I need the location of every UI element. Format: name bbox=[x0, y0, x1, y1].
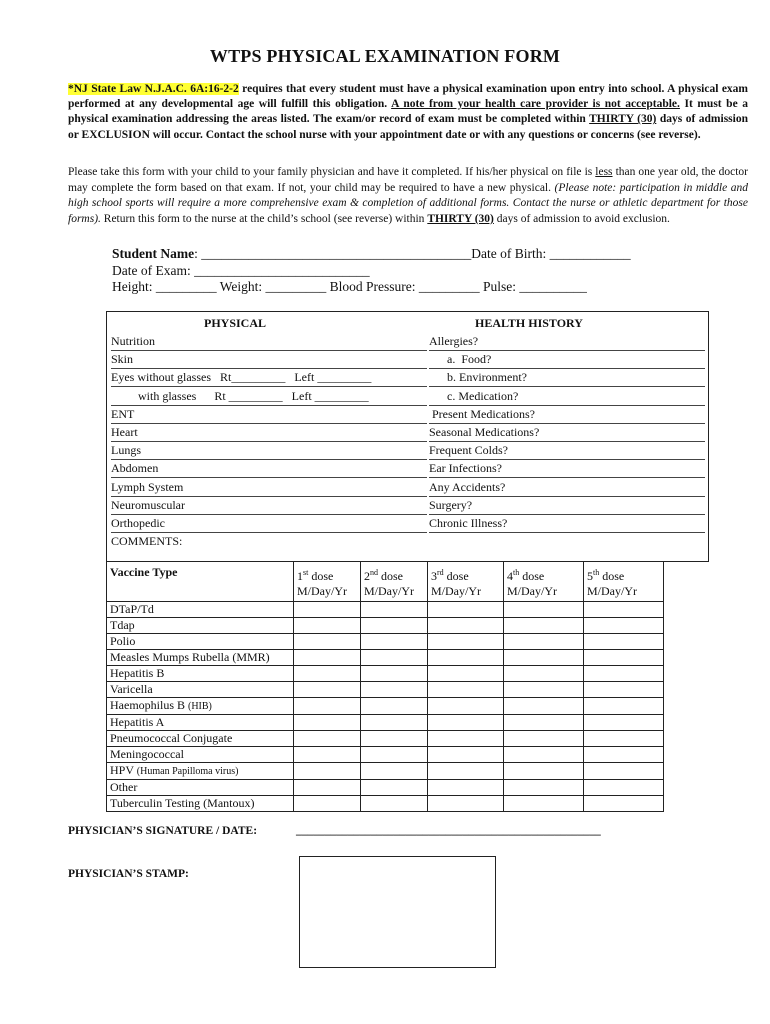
vaccine-name-text: Other bbox=[110, 780, 138, 794]
vaccine-row bbox=[107, 698, 664, 715]
student-info bbox=[112, 246, 631, 296]
vaccine-type-header: Vaccine Type bbox=[107, 562, 294, 602]
vaccine-name bbox=[107, 731, 294, 747]
dose-header-text: 5 bbox=[587, 569, 593, 583]
signature-line[interactable]: _____________________________________________________ bbox=[296, 825, 601, 837]
dose-header-text: M/Day/Yr bbox=[297, 584, 347, 598]
vaccine-name-text: DTaP/Td bbox=[110, 602, 154, 616]
history-item[interactable]: Ear Infections? bbox=[429, 460, 705, 478]
dose-header-text: rd bbox=[437, 568, 444, 577]
thirty-days: THIRTY (30) bbox=[427, 212, 494, 225]
dose-date-cell[interactable] bbox=[294, 763, 361, 780]
vaccine-name-text: Tdap bbox=[110, 618, 135, 632]
vaccine-name-text: Haemophilus B bbox=[110, 698, 188, 712]
vaccine-name bbox=[107, 747, 294, 763]
history-item[interactable]: Chronic Illness? bbox=[429, 515, 705, 533]
dose-header-text: M/Day/Yr bbox=[507, 584, 557, 598]
signature-label: PHYSICIAN’S SIGNATURE / DATE: bbox=[68, 825, 258, 837]
vaccine-name bbox=[107, 618, 294, 634]
instructions-text: Return this form to the nurse at the child’s school (see reverse) within bbox=[100, 212, 428, 225]
dose-header-text: 3 bbox=[431, 569, 437, 583]
dose-date-cell[interactable] bbox=[428, 618, 504, 634]
dose-date-cell[interactable] bbox=[294, 780, 361, 796]
dose-date-cell[interactable] bbox=[428, 780, 504, 796]
vaccine-name-note: (Human Papilloma virus) bbox=[136, 766, 239, 777]
notice-text: It must be a physical examination addressing the areas listed. The exam/or record of exam must be completed within bbox=[68, 98, 748, 126]
dose-date-cell[interactable] bbox=[584, 763, 664, 780]
dose-date-cell[interactable] bbox=[504, 650, 584, 666]
dose-date-cell[interactable] bbox=[584, 650, 664, 666]
exam-date-field[interactable]: Date of Exam: __________________________ bbox=[112, 262, 370, 278]
dose-date-cell[interactable] bbox=[294, 731, 361, 747]
dose-date-cell[interactable] bbox=[504, 715, 584, 731]
physical-item[interactable]: Lymph System bbox=[111, 479, 427, 497]
dose-header bbox=[361, 562, 428, 602]
vaccine-name-text: Hepatitis A bbox=[110, 715, 165, 729]
physical-header: PHYSICAL bbox=[204, 316, 267, 330]
thirty-days: THIRTY (30) bbox=[589, 113, 657, 126]
vaccine-row bbox=[107, 747, 664, 763]
vaccine-row bbox=[107, 780, 664, 796]
dose-date-cell[interactable] bbox=[294, 715, 361, 731]
page-title: WTPS PHYSICAL EXAMINATION FORM bbox=[209, 46, 561, 66]
vaccine-row bbox=[107, 796, 664, 812]
dose-date-cell[interactable] bbox=[361, 618, 428, 634]
vaccine-row bbox=[107, 715, 664, 731]
dose-date-cell[interactable] bbox=[428, 682, 504, 698]
dose-date-cell[interactable] bbox=[294, 602, 361, 618]
dose-date-cell[interactable] bbox=[428, 650, 504, 666]
stamp-box[interactable] bbox=[299, 856, 496, 968]
dose-header-text: M/Day/Yr bbox=[431, 584, 481, 598]
dose-header bbox=[504, 562, 584, 602]
vaccine-name-text: Meningococcal bbox=[110, 747, 184, 761]
vaccine-name-text: HPV bbox=[110, 763, 137, 777]
instructions-text: days of admission to avoid exclusion. bbox=[493, 212, 670, 225]
dose-date-cell[interactable] bbox=[504, 618, 584, 634]
vaccine-name bbox=[107, 666, 294, 682]
vaccine-name-text: Polio bbox=[110, 634, 136, 648]
dose-date-cell[interactable] bbox=[361, 796, 428, 812]
exam-table bbox=[106, 311, 709, 562]
history-item[interactable]: Frequent Colds? bbox=[429, 442, 705, 460]
physical-item[interactable]: Eyes without glasses Rt_________ Left _________ bbox=[111, 369, 427, 387]
vaccine-row bbox=[107, 618, 664, 634]
vaccine-name bbox=[107, 634, 294, 650]
vaccine-name bbox=[107, 682, 294, 698]
vaccine-row bbox=[107, 666, 664, 682]
dose-header-text: th bbox=[513, 568, 520, 577]
note-not-acceptable: A note from your health care provider is not acceptable. bbox=[391, 98, 680, 111]
dose-date-cell[interactable] bbox=[361, 715, 428, 731]
dose-date-cell[interactable] bbox=[504, 747, 584, 763]
physical-item[interactable]: ENT bbox=[111, 406, 427, 424]
dose-header-text: dose bbox=[599, 569, 625, 583]
history-item[interactable]: c. Medication? bbox=[429, 388, 705, 406]
vaccine-name bbox=[107, 763, 294, 780]
notice-text: requires that every student must have a physical examination upon entry into school. A physical exam performed at any developmental age will fulfill this obligation. bbox=[68, 83, 749, 111]
vaccine-row bbox=[107, 602, 664, 618]
dose-date-cell[interactable] bbox=[584, 602, 664, 618]
vaccine-row bbox=[107, 731, 664, 747]
dose-date-cell[interactable] bbox=[504, 682, 584, 698]
instructions bbox=[68, 165, 748, 227]
dose-date-cell[interactable] bbox=[584, 747, 664, 763]
dose-header bbox=[428, 562, 504, 602]
less-word: less bbox=[595, 166, 613, 178]
dose-date-cell[interactable] bbox=[294, 618, 361, 634]
history-item[interactable]: b. Environment? bbox=[429, 369, 705, 387]
history-item[interactable]: a. Food? bbox=[429, 351, 705, 369]
dose-date-cell[interactable] bbox=[361, 698, 428, 715]
physical-item[interactable]: Lungs bbox=[111, 442, 427, 460]
dose-date-cell[interactable] bbox=[361, 602, 428, 618]
dose-header bbox=[584, 562, 664, 602]
dose-date-cell[interactable] bbox=[504, 780, 584, 796]
vaccine-name bbox=[107, 715, 294, 731]
dose-date-cell[interactable] bbox=[584, 666, 664, 682]
vitals-field[interactable]: Height: _________ Weight: _________ Blood Pressure: _________ Pulse: __________ bbox=[112, 279, 587, 294]
dose-date-cell[interactable] bbox=[428, 763, 504, 780]
instructions-text: Please take this form with your child to your family physician and have it completed. If his/her physical on file is bbox=[68, 166, 596, 178]
vaccine-name bbox=[107, 780, 294, 796]
physical-item[interactable]: Abdomen bbox=[111, 460, 427, 478]
dose-header-text: M/Day/Yr bbox=[587, 584, 637, 598]
vaccine-name bbox=[107, 796, 294, 812]
dose-date-cell[interactable] bbox=[584, 715, 664, 731]
vaccine-row bbox=[107, 634, 664, 650]
dose-date-cell[interactable] bbox=[584, 618, 664, 634]
dose-date-cell[interactable] bbox=[294, 650, 361, 666]
dose-date-cell[interactable] bbox=[504, 698, 584, 715]
dose-date-cell[interactable] bbox=[294, 747, 361, 763]
dose-header-text: M/Day/Yr bbox=[364, 584, 414, 598]
physical-item[interactable]: Neuromuscular bbox=[111, 497, 427, 515]
dose-date-cell[interactable] bbox=[428, 698, 504, 715]
dose-date-cell[interactable] bbox=[361, 650, 428, 666]
dose-header-text: 2 bbox=[364, 569, 370, 583]
dose-header-text: nd bbox=[370, 568, 378, 577]
dose-date-cell[interactable] bbox=[504, 634, 584, 650]
physical-item[interactable]: Skin bbox=[111, 351, 427, 369]
dose-date-cell[interactable] bbox=[428, 666, 504, 682]
dose-date-cell[interactable] bbox=[584, 731, 664, 747]
vaccine-table bbox=[106, 561, 664, 812]
vaccine-name-text: Measles Mumps Rubella (MMR) bbox=[110, 650, 270, 664]
sports-note: (Please note: participation in middle and high school sports will require a more comprehensive exam & completion of additional forms. Contact the nurse or athletic department for those forms). bbox=[68, 181, 748, 225]
physical-item[interactable]: Orthopedic bbox=[111, 515, 427, 533]
law-reference: *NJ State Law N.J.A.C. 6A:16-2-2 bbox=[68, 83, 239, 95]
physical-item[interactable]: Nutrition bbox=[111, 333, 427, 351]
student-name-label: Student Name bbox=[112, 246, 195, 261]
dose-date-cell[interactable] bbox=[504, 796, 584, 812]
dose-header-text: dose bbox=[308, 569, 334, 583]
history-item[interactable]: Allergies? bbox=[429, 333, 705, 351]
vaccine-name bbox=[107, 698, 294, 715]
dose-date-cell[interactable] bbox=[428, 731, 504, 747]
dose-date-cell[interactable] bbox=[294, 796, 361, 812]
instructions-text: than one year old, the doctor may complete the form based on that exam. If not, your child may be required to have a new physical. bbox=[68, 166, 748, 194]
dose-header-text: 1 bbox=[297, 569, 303, 583]
vaccine-row bbox=[107, 650, 664, 666]
vaccine-name-text: Pneumococcal Conjugate bbox=[110, 731, 233, 745]
dose-date-cell[interactable] bbox=[361, 780, 428, 796]
dose-date-cell[interactable] bbox=[428, 747, 504, 763]
vaccine-row bbox=[107, 682, 664, 698]
vaccine-name-text: Tuberculin Testing (Mantoux) bbox=[110, 796, 255, 810]
dose-date-cell[interactable] bbox=[361, 763, 428, 780]
dose-date-cell[interactable] bbox=[584, 698, 664, 715]
dose-date-cell[interactable] bbox=[361, 747, 428, 763]
dose-header bbox=[294, 562, 361, 602]
vaccine-name-text: Hepatitis B bbox=[110, 666, 165, 680]
dose-date-cell[interactable] bbox=[361, 634, 428, 650]
history-item[interactable]: Present Medications? bbox=[429, 406, 705, 424]
history-item[interactable]: Seasonal Medications? bbox=[429, 424, 705, 442]
dose-date-cell[interactable] bbox=[428, 634, 504, 650]
dose-header-text: dose bbox=[443, 569, 469, 583]
history-item[interactable]: Any Accidents? bbox=[429, 479, 705, 497]
vaccine-name-note: (HIB) bbox=[188, 701, 212, 712]
dose-date-cell[interactable] bbox=[428, 715, 504, 731]
dose-date-cell[interactable] bbox=[584, 682, 664, 698]
dose-header-text: dose bbox=[519, 569, 545, 583]
dose-header-text: dose bbox=[378, 569, 403, 583]
dose-date-cell[interactable] bbox=[294, 634, 361, 650]
dose-date-cell[interactable] bbox=[584, 634, 664, 650]
dose-date-cell[interactable] bbox=[504, 602, 584, 618]
dose-date-cell[interactable] bbox=[294, 698, 361, 715]
dose-header-text: th bbox=[593, 568, 600, 577]
dose-header-text: st bbox=[303, 568, 309, 577]
vaccine-name bbox=[107, 602, 294, 618]
physical-item[interactable]: with glasses Rt _________ Left _________ bbox=[111, 388, 427, 406]
physical-item[interactable]: COMMENTS: bbox=[111, 534, 183, 549]
dose-date-cell[interactable] bbox=[361, 666, 428, 682]
dose-date-cell[interactable] bbox=[504, 763, 584, 780]
student-name-field[interactable]: : ________________________________________ bbox=[194, 246, 472, 261]
dose-date-cell[interactable] bbox=[428, 796, 504, 812]
history-item[interactable]: Surgery? bbox=[429, 497, 705, 515]
dose-header-text: 4 bbox=[507, 569, 513, 583]
dose-date-cell[interactable] bbox=[584, 796, 664, 812]
dose-date-cell[interactable] bbox=[504, 731, 584, 747]
dose-date-cell[interactable] bbox=[504, 666, 584, 682]
vaccine-row bbox=[107, 763, 664, 780]
dose-date-cell[interactable] bbox=[584, 780, 664, 796]
notice-text: days of admission or EXCLUSION will occur. Contact the school nurse with your appointment date or with any questions or concerns (see reverse). bbox=[68, 113, 748, 141]
dose-date-cell[interactable] bbox=[361, 731, 428, 747]
date-of-birth-field[interactable]: Date of Birth: ____________ bbox=[471, 246, 631, 261]
dose-date-cell[interactable] bbox=[294, 666, 361, 682]
dose-date-cell[interactable] bbox=[361, 682, 428, 698]
stamp-label: PHYSICIAN’S STAMP: bbox=[68, 868, 189, 880]
health-history-header: HEALTH HISTORY bbox=[475, 316, 583, 330]
dose-date-cell[interactable] bbox=[428, 602, 504, 618]
physical-item[interactable]: Heart bbox=[111, 424, 427, 442]
vaccine-name-text: Varicella bbox=[110, 682, 153, 696]
dose-date-cell[interactable] bbox=[294, 682, 361, 698]
law-notice bbox=[68, 82, 748, 143]
vaccine-name bbox=[107, 650, 294, 666]
